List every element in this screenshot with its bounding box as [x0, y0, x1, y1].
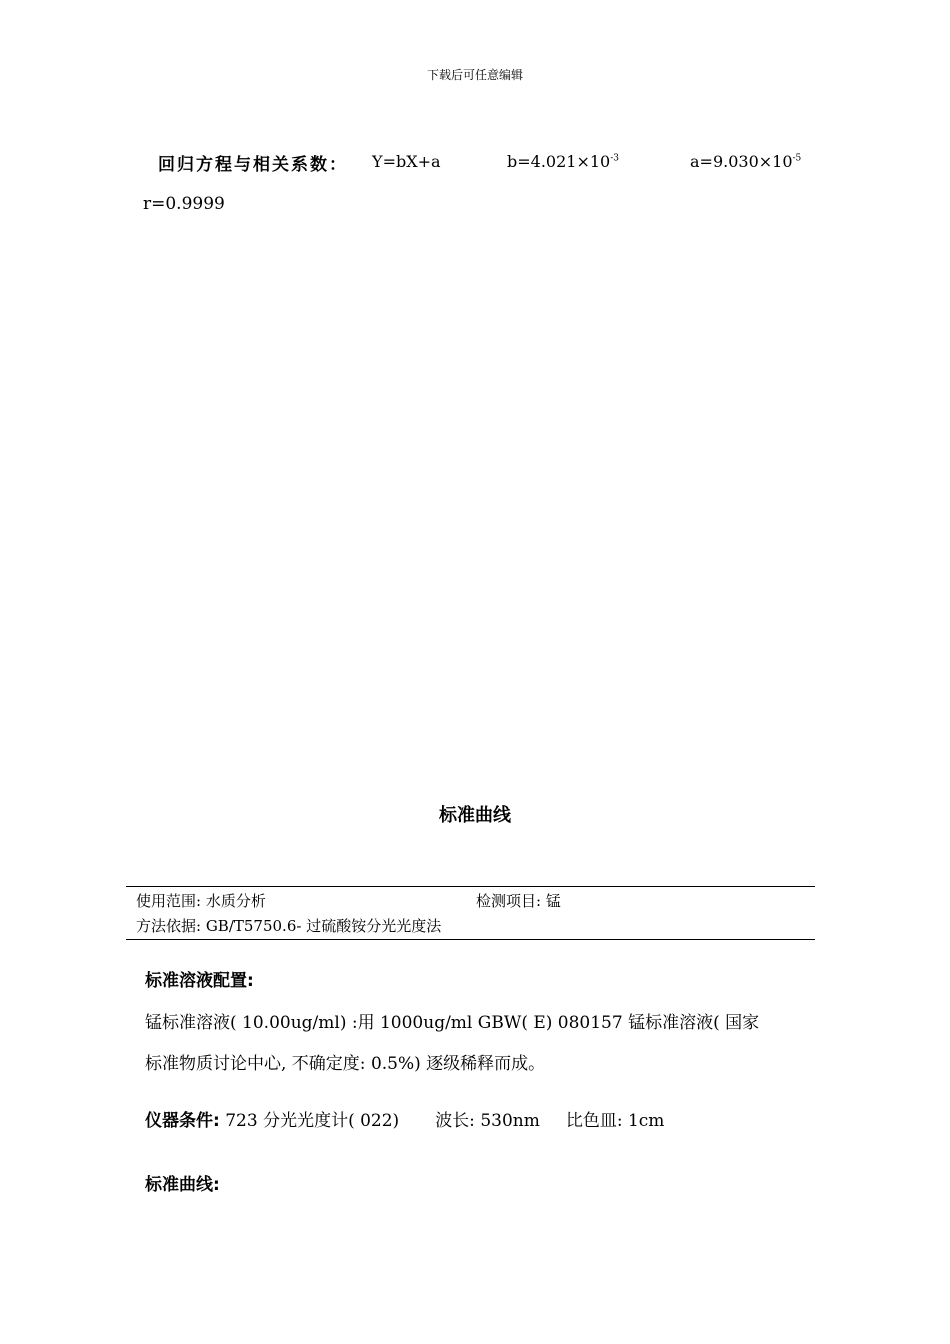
- regression-b-base: b=4.021×10: [507, 152, 611, 171]
- regression-b-exponent: -3: [610, 153, 619, 164]
- regression-a-base: a=9.030×10: [690, 152, 793, 171]
- regression-equation: Y=bX+a: [372, 152, 441, 171]
- header-note: 下载后可任意编辑: [426, 68, 523, 82]
- regression-b: [507, 152, 619, 171]
- instrument-conditions: [145, 1106, 664, 1131]
- method-basis: 方法依据: GB/T5750.6- 过硫酸铵分光光度法: [136, 917, 442, 935]
- instrument-wavelength: 波长: 530nm: [435, 1111, 540, 1131]
- instrument-device: 723 分光光度计( 022): [225, 1111, 400, 1131]
- regression-a-exponent: -5: [792, 153, 802, 164]
- correlation-coefficient: r=0.9999: [143, 194, 225, 214]
- prep-line-1: 锰标准溶液( 10.00ug/ml) :用 1000ug/ml GBW( E) 080157 锰标准溶液( 国家: [145, 1013, 760, 1033]
- regression-a: [690, 152, 801, 171]
- prep-line-2: 标准物质讨论中心, 不确定度: 0.5%) 逐级稀释而成。: [145, 1054, 546, 1074]
- instrument-label: 仪器条件:: [145, 1111, 220, 1131]
- curve-heading: 标准曲线:: [145, 1175, 220, 1195]
- prep-heading: 标准溶液配置:: [145, 971, 254, 991]
- instrument-cuvette: 比色皿: 1cm: [565, 1111, 665, 1131]
- usage-range: 使用范围: 水质分析: [136, 892, 266, 910]
- test-item: 检测项目: 锰: [476, 892, 561, 910]
- regression-label: 回归方程与相关系数：: [158, 155, 348, 175]
- section-title: 标准曲线: [439, 805, 511, 826]
- info-table: [126, 886, 815, 940]
- prep-text: [145, 1003, 815, 1085]
